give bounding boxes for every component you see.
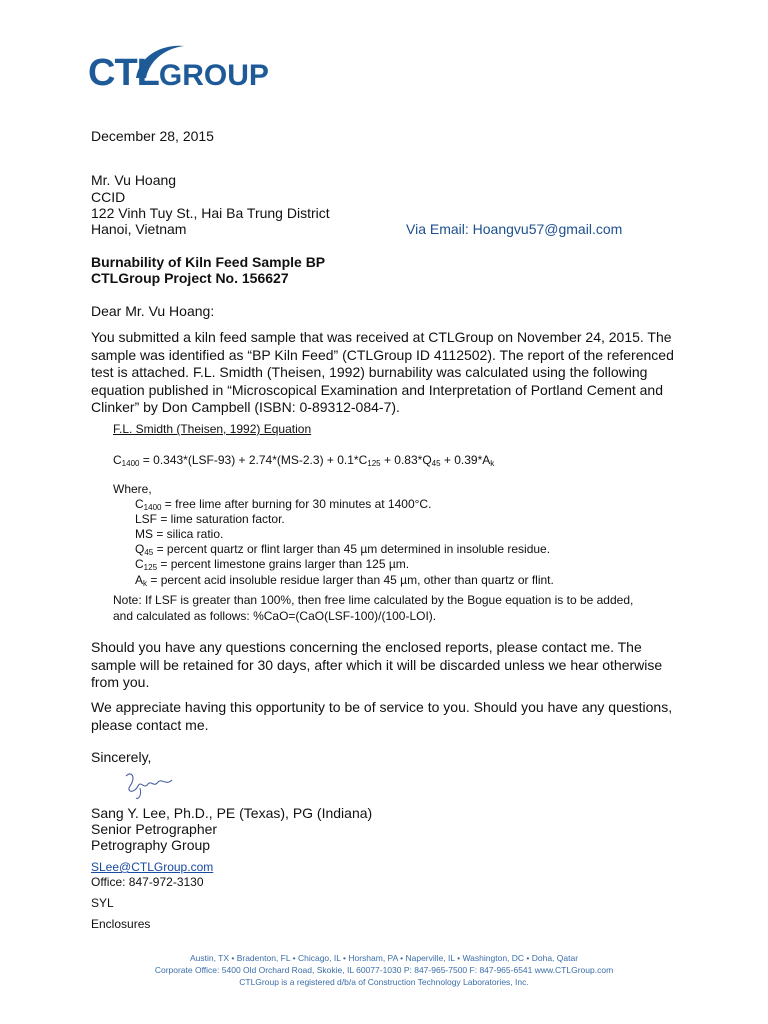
recipient-city: Hanoi, Vietnam: [91, 221, 187, 237]
signer-email-link[interactable]: SLee@CTLGroup.com: [91, 860, 214, 874]
definition-lsf: LSF = lime saturation factor.: [135, 512, 285, 526]
signer-group: Petrography Group: [91, 837, 211, 853]
equation: $C_{1400} = 0.343*(LSF-93) + 2.74*(MS-2.3) + 0.1*C_{125} + 0.83*Q_{45} + 0.39*A_k$: [113, 453, 495, 468]
recipient-name: Mr. Vu Hoang: [91, 172, 177, 188]
closing: Sincerely,: [91, 749, 152, 765]
company-logo: [88, 40, 278, 100]
equation-note-1: Note: If LSF is greater than 100%, then free lime calculated by the Bogue equation is to be added,: [113, 593, 634, 607]
definition-c125: $C_{125}$ = percent limestone grains larger than 125 µm.: [135, 557, 410, 572]
salutation: Dear Mr. Vu Hoang:: [91, 303, 215, 319]
footer-locations: Austin, TX • Bradenton, FL • Chicago, IL • Horsham, PA • Naperville, IL • Washington, DC • Doha, Qatar: [189, 953, 579, 963]
subject-line-1: Burnability of Kiln Feed Sample BP: [91, 254, 326, 270]
definition-ak: $A_k$ = percent acid insoluble residue larger than 45 µm, other than quartz or flint.: [135, 573, 554, 588]
definition-q45: $Q_{45}$ = percent quartz or flint larger than 45 µm determined in insoluble residue.: [135, 542, 551, 557]
signer-name: Sang Y. Lee, Ph.D., PE (Texas), PG (Indiana): [91, 805, 373, 821]
recipient-org: CCID: [91, 189, 126, 205]
initials: SYL: [91, 896, 114, 910]
equation-heading: F.L. Smidth (Theisen, 1992) Equation: [113, 422, 312, 436]
logo-wordmark: CTLGROUP: [88, 52, 269, 94]
definition-ms: MS = silica ratio.: [135, 527, 224, 541]
questions-paragraph: Should you have any questions concerning the enclosed reports, please contact me. The sample will be retained for 30 days, after which it will be discarded unless we hear otherwise from you.: [91, 639, 663, 690]
intro-paragraph: You submitted a kiln feed sample that was received at CTLGroup on November 24, 2015. The sample was identified as “BP Kiln Feed” (CTLGroup ID 4112502). The report of the referenced test is attached. F.L. Smidth (Theisen, 1992) burnability was calculated using the following equation published in “Microscopical Examination and Interpretation of Portland Cement and Clinker” by Don Campbell (ISBN: 0-89312-084-7).: [91, 329, 674, 415]
signature-icon: [118, 768, 178, 802]
subject-line-2: CTLGroup Project No. 156627: [91, 270, 289, 286]
recipient-street: 122 Vinh Tuy St., Hai Ba Trung District: [91, 205, 330, 221]
signer-title: Senior Petrographer: [91, 821, 218, 837]
recipient-email: Via Email: Hoangvu57@gmail.com: [406, 221, 623, 237]
footer-registration: CTLGroup is a registered d/b/a of Construction Technology Laboratories, Inc.: [239, 977, 529, 987]
equation-note-2: and calculated as follows: %CaO=(CaO(LSF-100)/(100-LOI).: [113, 609, 437, 623]
enclosures: Enclosures: [91, 917, 151, 931]
signer-office-phone: Office: 847-972-3130: [91, 875, 204, 889]
letter-date: December 28, 2015: [91, 128, 214, 144]
definition-c1400: $C_{1400}$ = free lime after burning for 30 minutes at 1400°C.: [135, 497, 432, 512]
appreciation-paragraph: We appreciate having this opportunity to be of service to you. Should you have any questions, please contact me.: [91, 699, 673, 733]
equation-where: Where,: [113, 482, 152, 496]
footer-corporate-office: Corporate Office: 5400 Old Orchard Road, Skokie, IL 60077-1030 P: 847-965-7500 F: 847-965-6541 www.CTLGroup.com: [154, 965, 614, 975]
